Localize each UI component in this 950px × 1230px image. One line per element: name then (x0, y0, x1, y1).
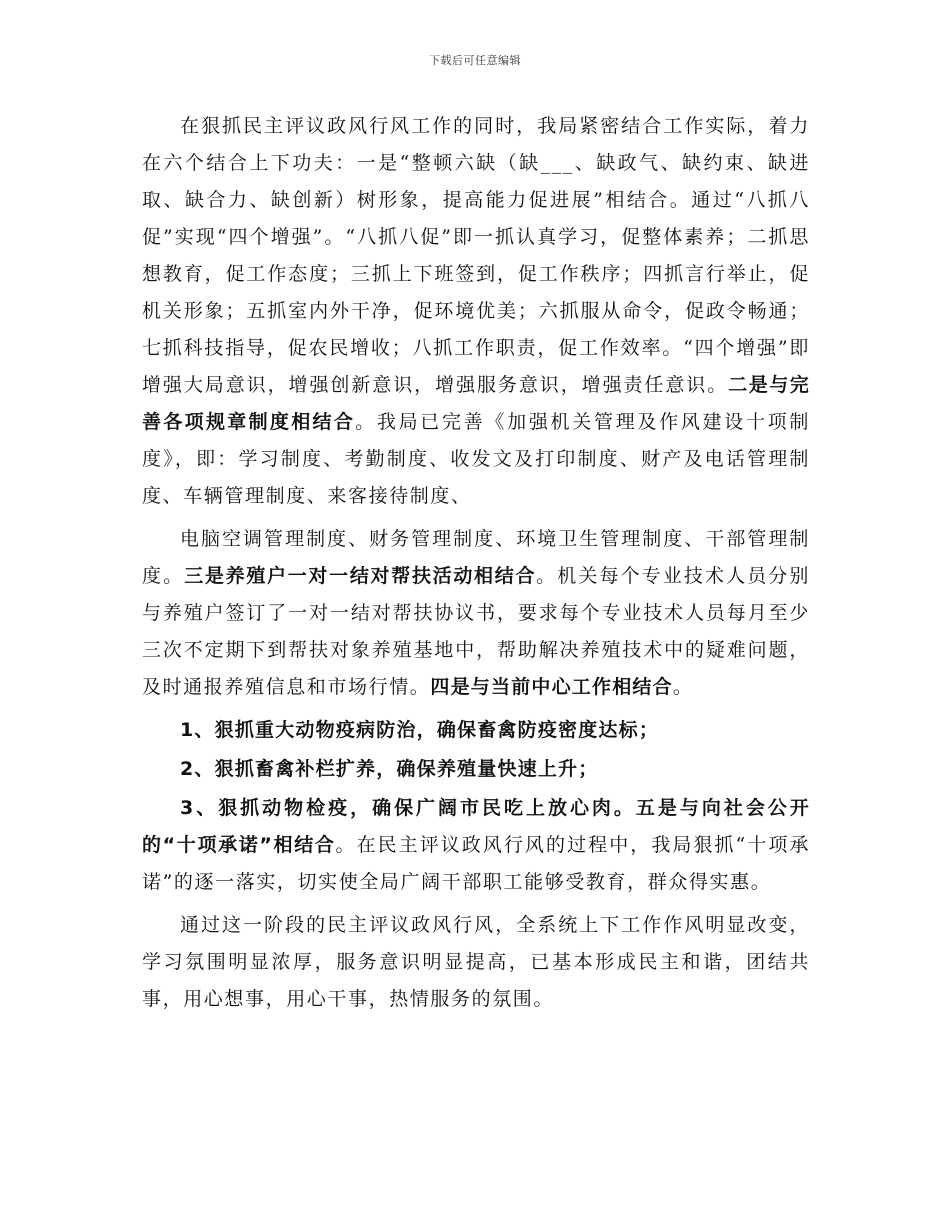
paragraph (142, 907, 810, 1018)
paragraph-text: 通过这一阶段的民主评议政风行风，全系统上下工作作风明显改变，学习氛围明显浓厚，服务意识明显提高，已基本形成民主和谐，团结共事，用心想事，用心干事，热情服务的氛围。 (142, 914, 810, 1010)
bold-list-text: 1、狠抓重大动物疫病防治，确保畜禽防疫密度达标； (180, 719, 660, 741)
document-body (142, 108, 810, 1024)
paragraph-text: 。 (672, 676, 694, 698)
paragraph-text: 电脑空调管理制度、财务管理制度、环境卫生管理制度、干部管理制度。 (142, 528, 810, 587)
list-item (142, 751, 810, 788)
paragraph-text: 。机关每个专业技术人员分别与养殖户签订了一对一结对帮扶协议书，要求每个专业技术人员每月至少三次不定期下到帮扶对象养殖基地中，帮助解决养殖技术中的疑难问题，及时通报养殖信息和市场行情。 (142, 565, 811, 698)
bold-heading-text: 三是养殖户一对一结对帮扶活动相结合 (184, 565, 537, 587)
bold-list-text: 2、狠抓畜禽补栏扩养，确保养殖量快速上升； (180, 758, 599, 780)
paragraph-text: 。我局已完善《加强机关管理及作风建设十项制度》，即：学习制度、考勤制度、收发文及打印制度、财产及电话管理制度、车辆管理制度、来客接待制度、 (142, 411, 810, 507)
paragraph-text: 。在民主评议政风行风的过程中，我局狠抓“十项承诺”的逐一落实，切实使全局广阔干部职工能够受教育，群众得实惠。 (142, 834, 810, 893)
list-item (142, 712, 810, 749)
bold-heading-text: 二是与完善各项规章制度相结合 (142, 374, 810, 433)
bold-heading-text: 四是与当前中心工作相结合 (430, 676, 673, 698)
paragraph-text: 在狠抓民主评议政风行风工作的同时，我局紧密结合工作实际，着力在六个结合上下功夫：一是“整顿六缺（缺___、缺政气、缺约束、缺进取、缺合力、缺创新）树形象，提高能力促进展”相结合。通过“八抓八促”实现“四个增强”。“八抓八促”即一抓认真学习，促整体素养；二抓思想教育，促工作态度；三抓上下班签到，促工作秩序；四抓言行举止，促机关形象；五抓室内外干净，促环境优美；六抓服从命令，促政令畅通；七抓科技指导，促农民增收；八抓工作职责，促工作效率。“四个增强”即增强大局意识，增强创新意识，增强服务意识，增强责任意识。 (142, 115, 810, 396)
paragraph (142, 521, 810, 706)
paragraph (142, 108, 810, 515)
paragraph (142, 790, 810, 901)
bold-list-text: 3、狠抓动物检疫，确保广阔市民吃上放心肉。五是与向社会公开的“十项承诺”相结合 (142, 797, 810, 856)
page-header-note: 下载后可任意编辑 (429, 54, 521, 67)
